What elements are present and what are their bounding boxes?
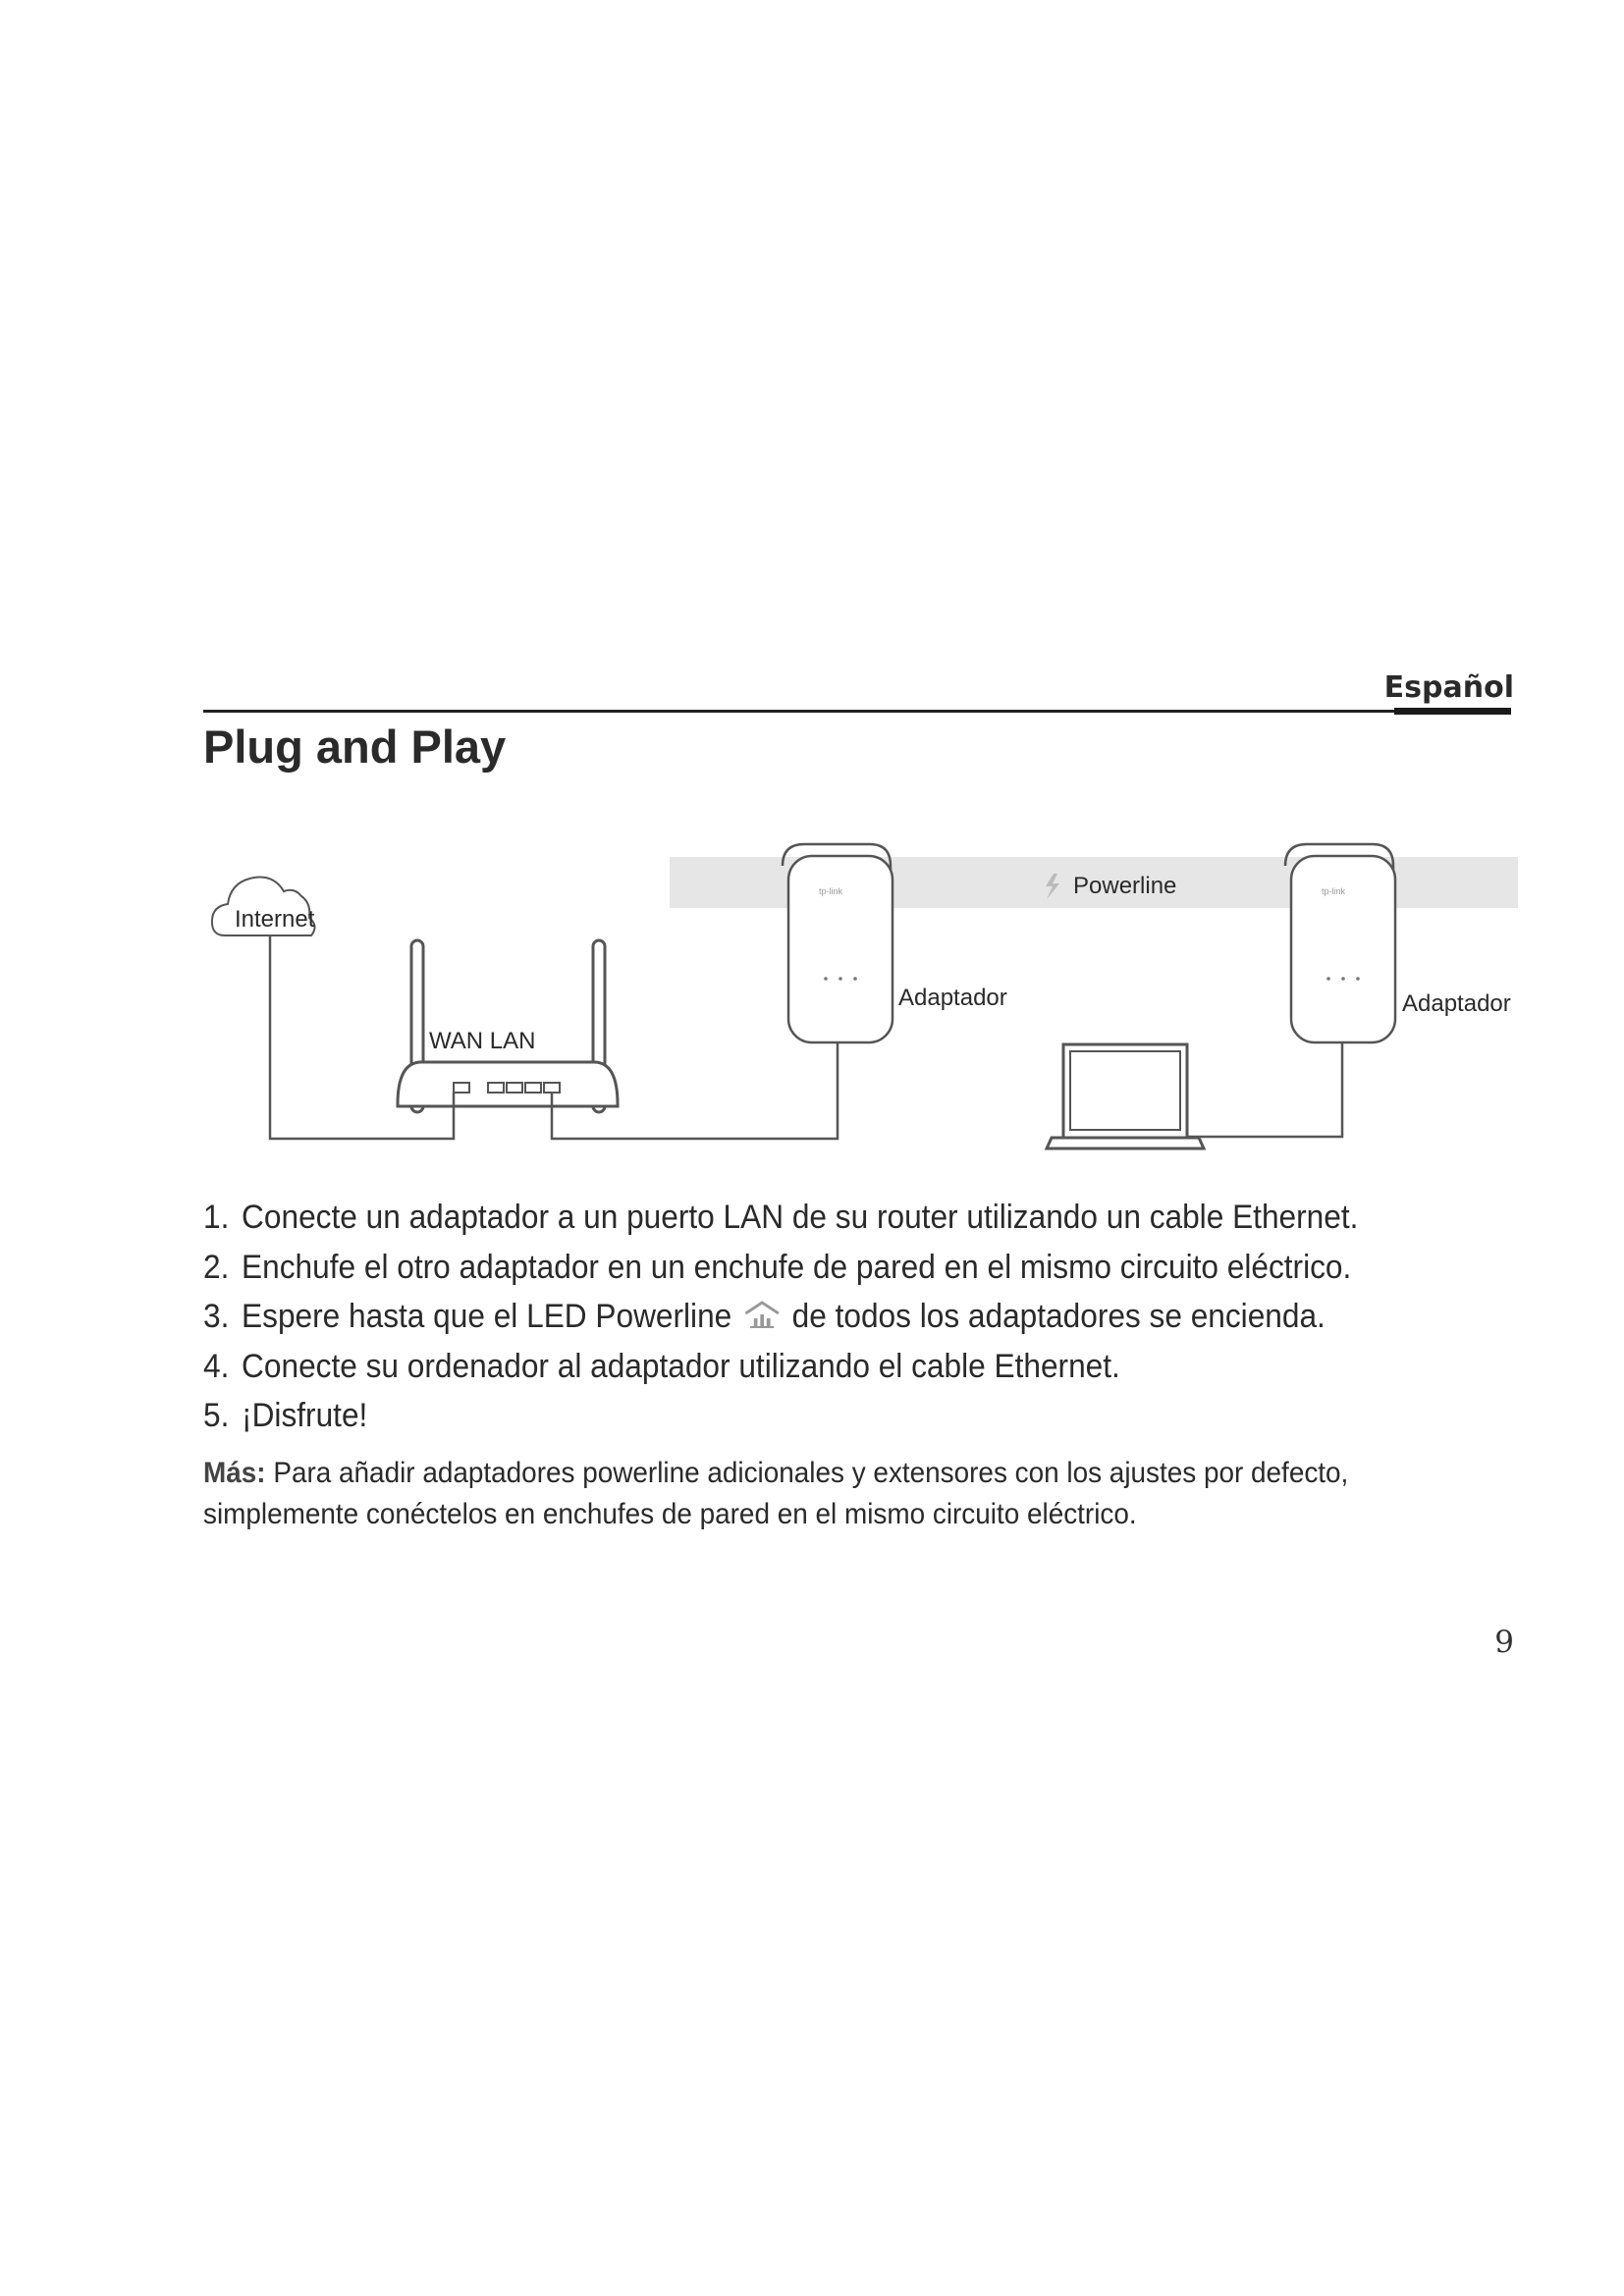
router-icon	[398, 940, 618, 1112]
note-text: Para añadir adaptadores powerline adicionales y extensores con los ajustes por defecto, simplemente conéctelos en enchufes de pared en el mismo circuito eléctrico.	[203, 1457, 1349, 1530]
adapter-logo-left: tp-link	[819, 886, 843, 896]
powerline-label: Powerline	[1073, 873, 1177, 899]
step-number: 3.	[203, 1298, 230, 1335]
step-number: 5.	[203, 1397, 230, 1434]
step-text: Enchufe el otro adaptador en un enchufe de pared en el mismo circuito eléctrico.	[242, 1248, 1352, 1286]
list-item	[203, 1292, 1358, 1342]
list-item	[203, 1342, 1358, 1392]
list-item	[203, 1243, 1358, 1293]
note-paragraph	[203, 1453, 1427, 1535]
step-number: 4.	[203, 1347, 230, 1385]
powerline-led-icon	[742, 1294, 781, 1343]
page-number: 9	[1494, 1625, 1514, 1660]
list-item	[203, 1193, 1358, 1243]
internet-label: Internet	[235, 906, 315, 933]
adapter-icon	[1285, 844, 1395, 1042]
step-text: Espere hasta que el LED Powerline	[242, 1298, 732, 1335]
step-number: 2.	[203, 1248, 230, 1286]
adapter-logo-right: tp-link	[1322, 886, 1346, 896]
router-port-label: WAN LAN	[429, 1028, 536, 1054]
step-text: Conecte un adaptador a un puerto LAN de su router utilizando un cable Ethernet.	[242, 1199, 1359, 1236]
note-label: Más:	[203, 1457, 266, 1489]
adapter-icon	[783, 844, 893, 1042]
header-rule	[203, 710, 1511, 713]
setup-steps	[203, 1193, 1445, 1441]
adapter-label-left: Adaptador	[898, 985, 1007, 1011]
adapter-label-right: Adaptador	[1402, 990, 1511, 1017]
language-underline	[1394, 708, 1511, 715]
list-item	[203, 1391, 1358, 1441]
step-text-continued: de todos los adaptadores se encienda.	[791, 1298, 1326, 1335]
step-text: ¡Disfrute!	[242, 1397, 368, 1434]
step-text: Conecte su ordenador al adaptador utilizando el cable Ethernet.	[242, 1347, 1120, 1385]
step-number: 1.	[203, 1199, 230, 1236]
laptop-icon	[1047, 1044, 1204, 1148]
network-diagram	[203, 805, 1519, 1158]
page-title: Plug and Play	[203, 721, 507, 773]
language-label: Español	[1383, 670, 1514, 705]
